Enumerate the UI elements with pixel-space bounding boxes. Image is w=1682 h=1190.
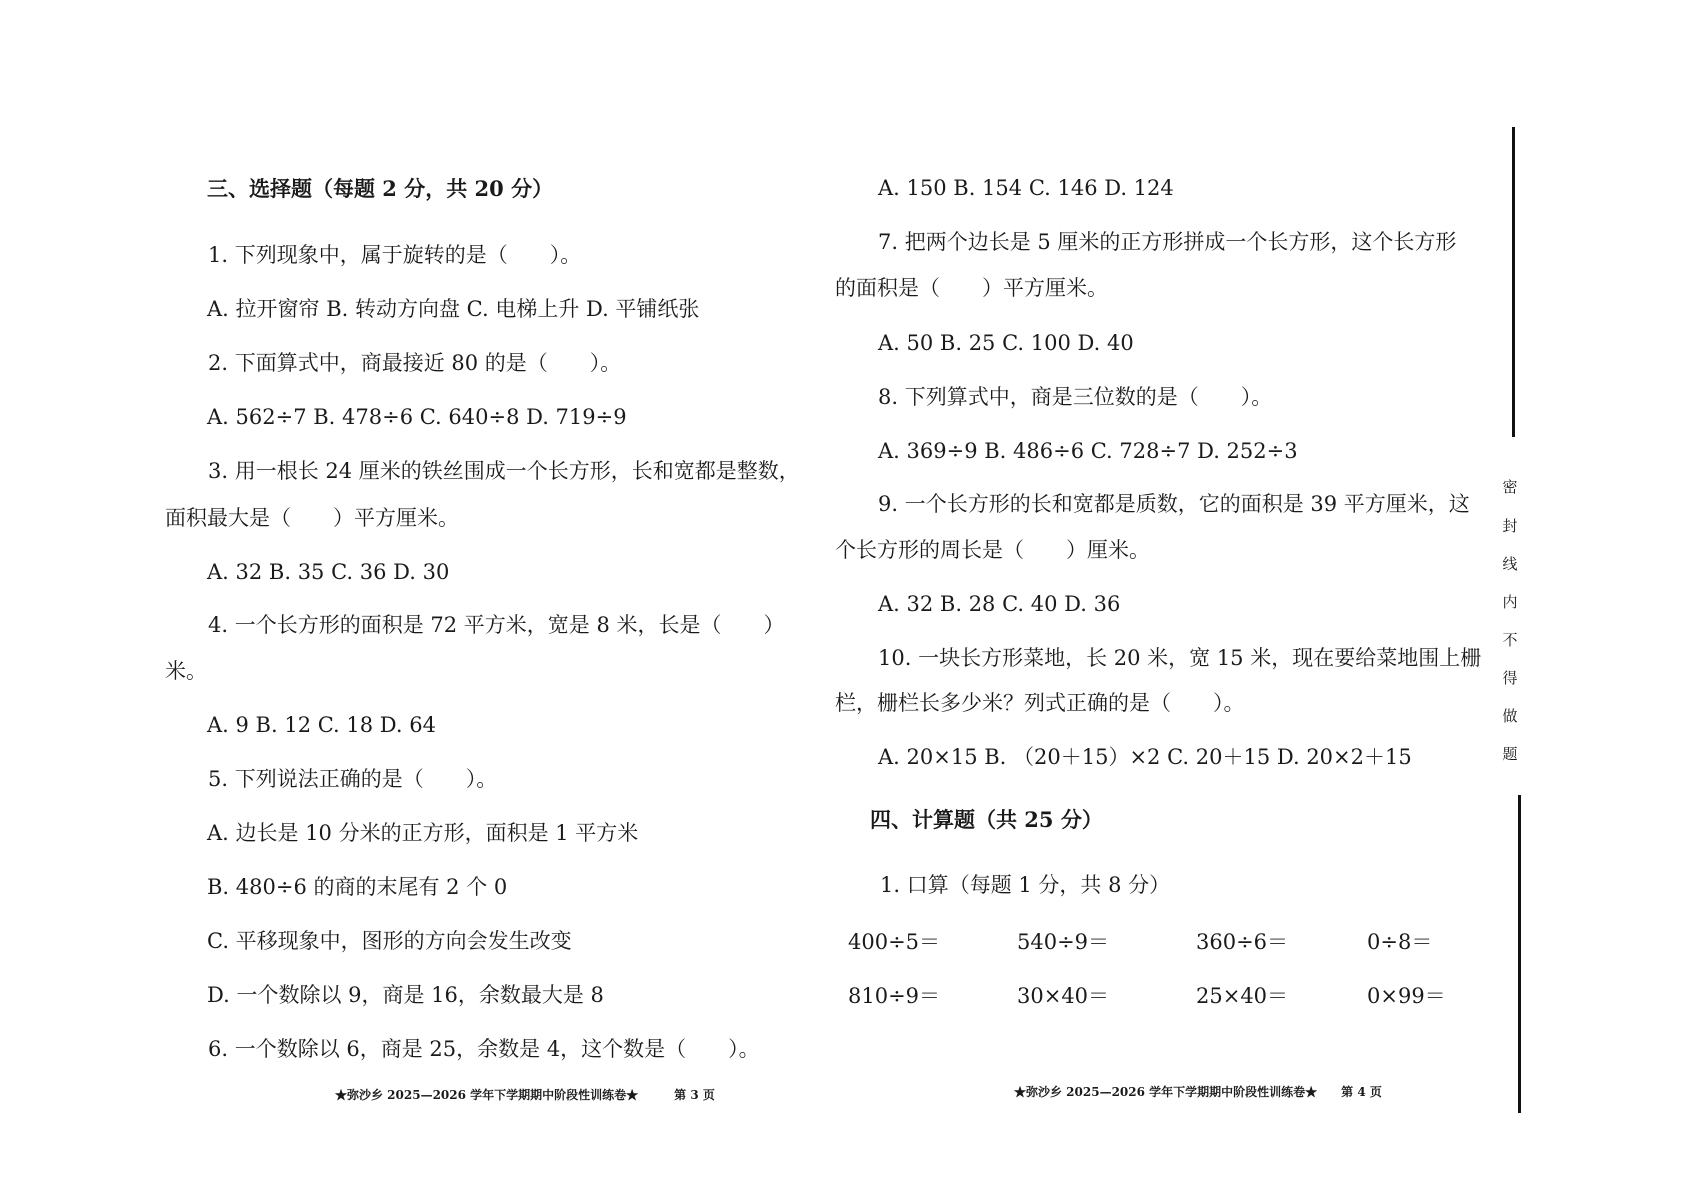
section-title-choice: 三、选择题（每题 2 分，共 20 分）	[207, 176, 554, 201]
binding-char: 密	[1502, 478, 1518, 496]
question-5: 5. 下列说法正确的是（ ）。	[208, 767, 498, 791]
binding-char: 做	[1502, 707, 1518, 725]
calc-item: 25×40＝	[1196, 984, 1289, 1008]
question-3-line-2: 面积最大是（ ）平方厘米。	[165, 506, 459, 530]
question-4-line-1: 4. 一个长方形的面积是 72 平方米，宽是 8 米，长是（ ）	[208, 613, 785, 637]
page-footer-left: ★弥沙乡 2025—2026 学年下学期期中阶段性训练卷★ 第 3 页	[335, 1088, 715, 1102]
calc-item: 0×99＝	[1367, 984, 1446, 1008]
calc-item: 0÷8＝	[1367, 930, 1433, 954]
page-footer-right: ★弥沙乡 2025—2026 学年下学期期中阶段性训练卷★ 第 4 页	[1014, 1085, 1382, 1099]
question-1: 1. 下列现象中，属于旋转的是（ ）。	[208, 243, 582, 267]
calc-item: 400÷5＝	[848, 930, 941, 954]
question-7-line-2: 的面积是（ ）平方厘米。	[835, 276, 1108, 300]
binding-char: 不	[1502, 631, 1518, 649]
question-4-line-2: 米。	[165, 659, 207, 683]
question-5-option-d: D. 一个数除以 9，商是 16，余数最大是 8	[207, 983, 604, 1007]
question-5-option-a: A. 边长是 10 分米的正方形，面积是 1 平方米	[207, 821, 639, 845]
question-4-options: A. 9 B. 12 C. 18 D. 64	[207, 713, 436, 737]
binding-line-top	[1512, 127, 1515, 437]
question-9-line-1: 9. 一个长方形的长和宽都是质数，它的面积是 39 平方厘米，这	[878, 492, 1470, 516]
question-3-line-1: 3. 用一根长 24 厘米的铁丝围成一个长方形，长和宽都是整数，	[208, 459, 800, 483]
question-9-options: A. 32 B. 28 C. 40 D. 36	[878, 592, 1121, 616]
calc-item: 810÷9＝	[848, 984, 941, 1008]
question-6: 6. 一个数除以 6，商是 25，余数是 4，这个数是（ ）。	[208, 1037, 760, 1061]
calc-item: 30×40＝	[1017, 984, 1110, 1008]
calc-item: 540÷9＝	[1017, 930, 1110, 954]
binding-char: 封	[1502, 517, 1518, 535]
binding-char: 得	[1502, 669, 1518, 687]
question-2: 2. 下面算式中，商最接近 80 的是（ ）。	[208, 351, 622, 375]
question-10-line-2: 栏，栅栏长多少米？列式正确的是（ ）。	[835, 691, 1245, 715]
binding-char: 线	[1502, 555, 1518, 573]
binding-line-bottom	[1518, 795, 1521, 1113]
question-6-options: A. 150 B. 154 C. 146 D. 124	[878, 176, 1174, 200]
question-2-options: A. 562÷7 B. 478÷6 C. 640÷8 D. 719÷9	[207, 405, 627, 429]
question-5-option-c: C. 平移现象中，图形的方向会发生改变	[207, 929, 572, 953]
question-10-line-1: 10. 一块长方形菜地，长 20 米，宽 15 米，现在要给菜地围上栅	[878, 646, 1482, 670]
question-5-option-b: B. 480÷6 的商的末尾有 2 个 0	[207, 875, 508, 899]
section-title-calculation: 四、计算题（共 25 分）	[870, 807, 1103, 832]
question-9-line-2: 个长方形的周长是（ ）厘米。	[835, 538, 1150, 562]
question-3-options: A. 32 B. 35 C. 36 D. 30	[207, 560, 450, 584]
question-7-line-1: 7. 把两个边长是 5 厘米的正方形拼成一个长方形，这个长方形	[878, 230, 1457, 254]
calc-item: 360÷6＝	[1196, 930, 1289, 954]
question-8-options: A. 369÷9 B. 486÷6 C. 728÷7 D. 252÷3	[878, 439, 1298, 463]
binding-char: 题	[1502, 745, 1518, 763]
binding-char: 内	[1502, 593, 1518, 611]
oral-calc-title: 1. 口算（每题 1 分，共 8 分）	[880, 873, 1171, 897]
question-10-options: A. 20×15 B. （20＋15）×2 C. 20＋15 D. 20×2＋15	[878, 745, 1412, 769]
question-1-options: A. 拉开窗帘 B. 转动方向盘 C. 电梯上升 D. 平铺纸张	[207, 297, 700, 321]
question-7-options: A. 50 B. 25 C. 100 D. 40	[878, 331, 1134, 355]
question-8: 8. 下列算式中，商是三位数的是（ ）。	[878, 385, 1273, 409]
